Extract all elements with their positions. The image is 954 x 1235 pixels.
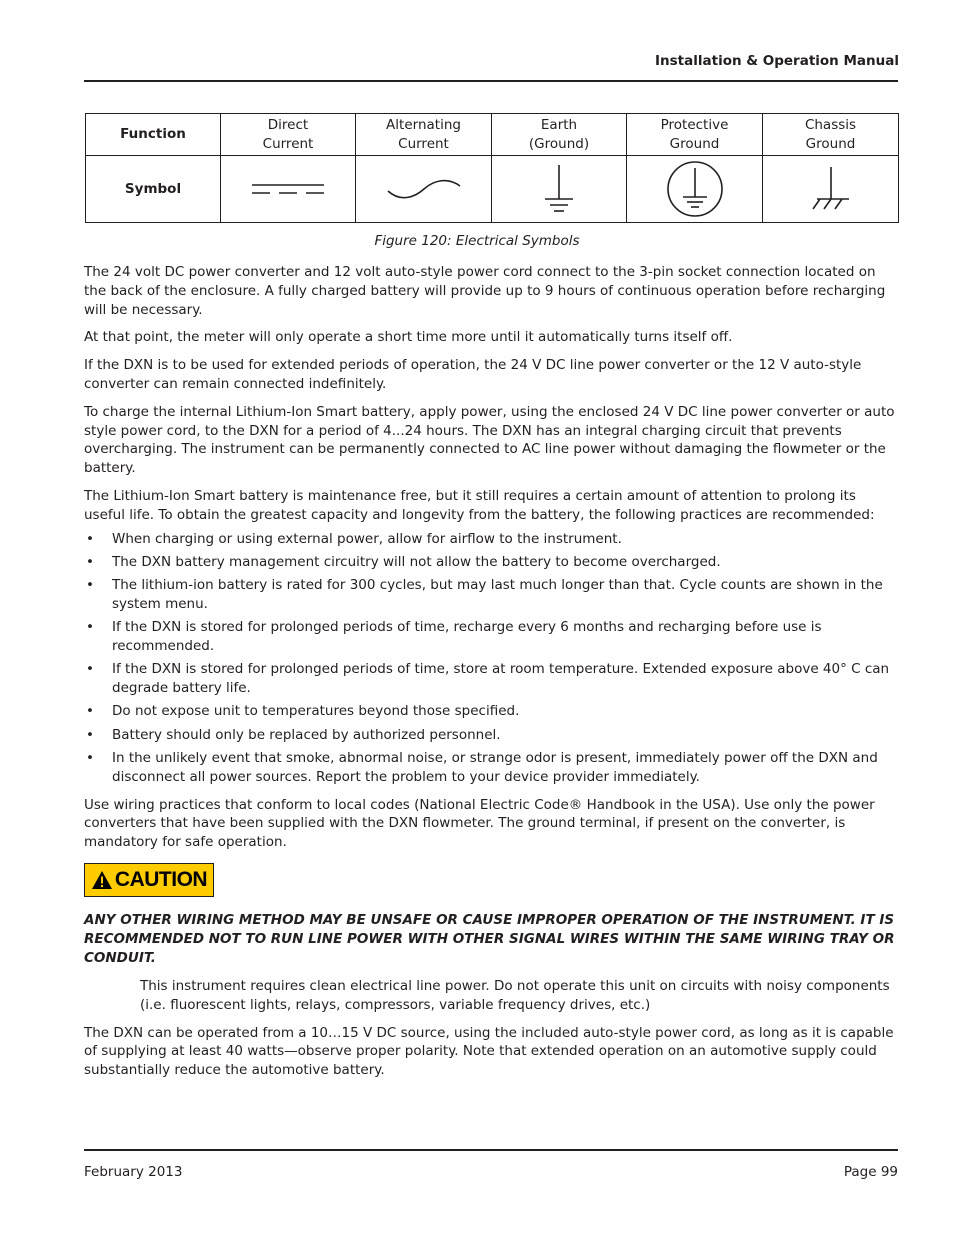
list-item: • The DXN battery management circuitry will not allow the battery to become overcharged. xyxy=(84,553,899,572)
paragraph-dc-source: The DXN can be operated from a 10…15 V DC source, using the included auto-style power cord, as long as it is capable of supplying at least 40 watts—observe proper polarity. Note that extended operation on an automotive supply could substantially reduce the automotive battery. xyxy=(84,1024,894,1079)
list-item: • Battery should only be replaced by authorized personnel. xyxy=(84,726,899,745)
chassis-ground-cell xyxy=(763,156,899,223)
header-earth-ground: Earth (Ground) xyxy=(492,114,627,156)
direct-current-icon xyxy=(252,181,324,197)
paragraph-power-converter: The 24 volt DC power converter and 12 volt auto-style power cord connect to the 3-pin socket connection located on the back of the enclosure. A fully charged battery will provide up to 9 hours of continuous operation before recharging will be necessary. xyxy=(84,264,886,318)
protective-ground-icon xyxy=(666,160,724,218)
direct-current-cell xyxy=(221,156,356,223)
alternating-current-cell xyxy=(356,156,492,223)
list-item: • The lithium-ion battery is rated for 300 cycles, but may last much longer than that. Cycle counts are shown in the system menu. xyxy=(84,576,899,614)
footer-date: February 2013 xyxy=(84,1164,183,1180)
header-protective-ground: Protective Ground xyxy=(627,114,763,156)
header-alternating-current: Alternating Current xyxy=(356,114,492,156)
list-item: • In the unlikely event that smoke, abnormal noise, or strange odor is present, immediately power off the DXN and disconnect all power sources. Report the problem to your device provider immediately. xyxy=(84,749,899,787)
header-title: Installation & Operation Manual xyxy=(655,53,899,69)
warning-triangle-icon xyxy=(91,870,113,890)
caution-warning-text: ANY OTHER WIRING METHOD MAY BE UNSAFE OR CAUSE IMPROPER OPERATION OF THE INSTRUMENT. IT IS RECOMMENDED NOT TO RUN LINE POWER WITH OTHER SIGNAL WIRES WITHIN THE SAME WIRING TRAY OR CONDUIT. xyxy=(84,912,895,967)
paragraph-auto-off: At that point, the meter will only operate a short time more until it automatically turns itself off. xyxy=(84,329,733,346)
function-row xyxy=(86,114,899,156)
caution-label: CAUTION xyxy=(114,867,208,891)
list-item: • When charging or using external power, allow for airflow to the instrument. xyxy=(84,530,899,549)
earth-ground-icon xyxy=(543,163,575,215)
list-item: • Do not expose unit to temperatures beyond those specified. xyxy=(84,702,899,721)
figure-caption: Figure 120: Electrical Symbols xyxy=(374,233,580,249)
earth-ground-cell xyxy=(492,156,627,223)
paragraph-battery-maintenance: The Lithium-Ion Smart battery is maintenance free, but it still requires a certain amount of attention to prolong its useful life. To obtain the greatest capacity and longevity from the battery, the following practices are recommended: xyxy=(84,487,875,523)
chassis-ground-icon xyxy=(811,165,851,213)
symbol-row xyxy=(86,156,899,223)
paragraph-clean-power: This instrument requires clean electrical line power. Do not operate this unit on circuits with noisy components (i.e. fluorescent lights, relays, compressors, variable frequency drives, etc.) xyxy=(140,978,890,1013)
symbol-row-label: Symbol xyxy=(86,156,221,223)
header-direct-current: Direct Current xyxy=(221,114,356,156)
footer-page-number: Page 99 xyxy=(843,1164,898,1180)
caution-badge xyxy=(84,863,214,897)
paragraph-extended-operation: If the DXN is to be used for extended periods of operation, the 24 V DC line power converter or the 12 V auto-style converter can remain connected indefinitely. xyxy=(84,357,862,392)
header-rule xyxy=(84,80,898,82)
paragraph-charging: To charge the internal Lithium-Ion Smart battery, apply power, using the enclosed 24 V DC line power converter or auto style power cord, to the DXN for a period of 4...24 hours. The DXN has an integral charging circuit that prevents overcharging. The instrument can be permanently connected to AC line power without damaging the flowmeter or the battery. xyxy=(84,403,895,477)
electrical-symbols-table xyxy=(85,113,899,223)
header-chassis-ground: Chassis Ground xyxy=(763,114,899,156)
protective-ground-cell xyxy=(627,156,763,223)
footer-rule xyxy=(84,1149,898,1151)
list-item: • If the DXN is stored for prolonged periods of time, recharge every 6 months and recharging before use is recommended. xyxy=(84,618,899,656)
body-content xyxy=(84,263,899,1089)
paragraph-wiring-practices: Use wiring practices that conform to local codes (National Electric Code® Handbook in the USA). Use only the power converters that have been supplied with the DXN flowmeter. The ground terminal, if present on the converter, is mandatory for safe operation. xyxy=(84,796,875,851)
list-item: • If the DXN is stored for prolonged periods of time, store at room temperature. Extended exposure above 40° C can degrade battery life. xyxy=(84,660,899,698)
battery-practices-list xyxy=(84,530,899,787)
function-row-label: Function xyxy=(86,114,221,156)
alternating-current-icon xyxy=(386,178,462,200)
